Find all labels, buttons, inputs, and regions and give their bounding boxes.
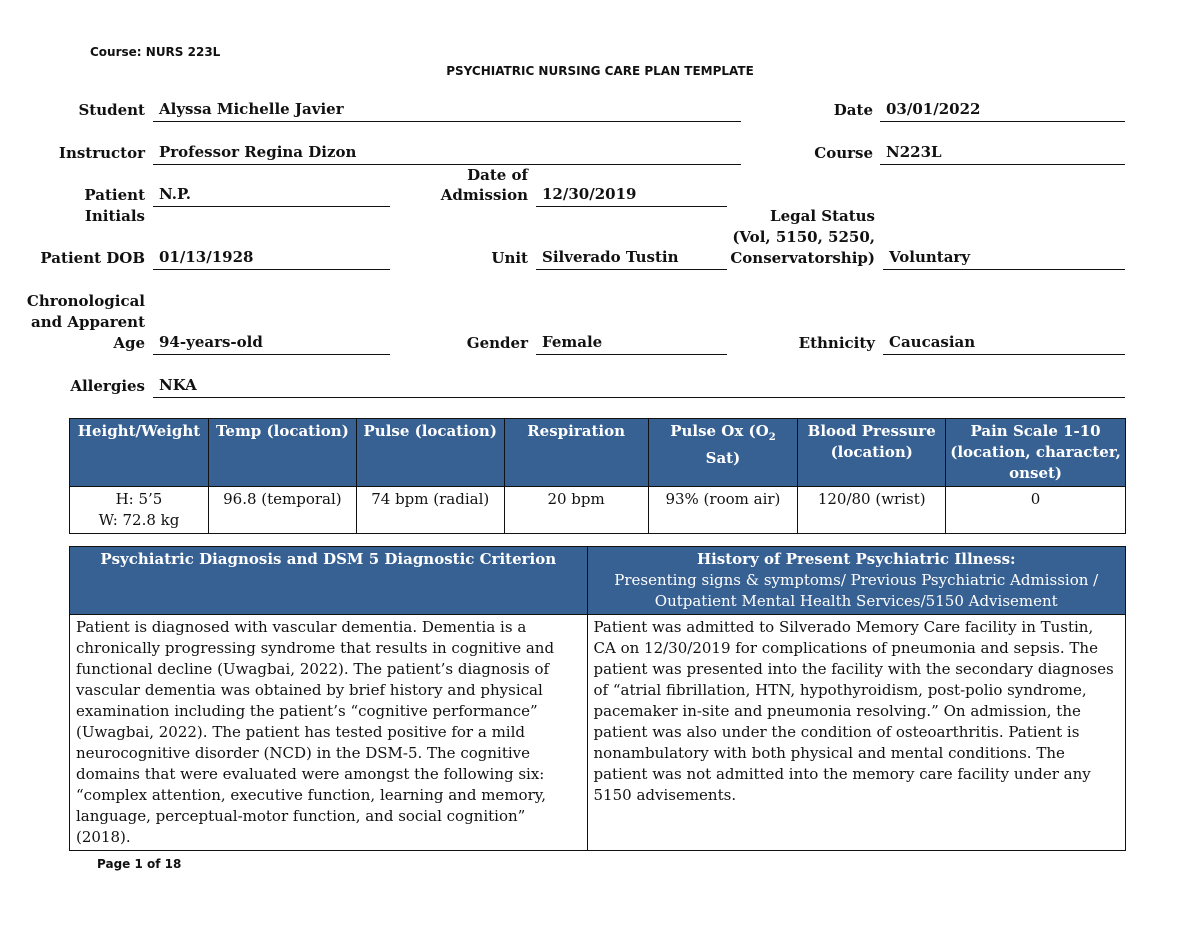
admission-label-line2: Admission (440, 186, 528, 204)
course-line: Course: NURS 223L (90, 45, 221, 59)
history-header-subtitle: Presenting signs & symptoms/ Previous Psychiatric Admission / Outpatient Mental Health Services/5150 Advisement (614, 571, 1099, 610)
date-field[interactable]: 03/01/2022 (880, 100, 1125, 122)
psych-header-row (70, 547, 1126, 615)
psych-content-row (70, 615, 1126, 851)
unit-field[interactable]: Silverado Tustin (536, 248, 727, 270)
dob-field[interactable]: 01/13/1928 (153, 248, 390, 270)
legal-status-label-line1: Legal Status (770, 207, 875, 225)
date-label: Date (833, 101, 873, 119)
student-field[interactable]: Alyssa Michelle Javier (153, 100, 741, 122)
page-title: PSYCHIATRIC NURSING CARE PLAN TEMPLATE (446, 64, 754, 78)
patient-initials-label: Patient Initials (84, 186, 145, 225)
pulse-header: Pulse (location) (356, 419, 504, 487)
respiration-header: Respiration (504, 419, 648, 487)
allergies-field[interactable]: NKA (153, 376, 1125, 398)
patient-initials-field[interactable]: N.P. (153, 185, 390, 207)
history-header-title: History of Present Psychiatric Illness: (696, 550, 1016, 568)
psych-table (69, 546, 1126, 851)
student-label: Student (78, 101, 145, 119)
page-number: Page 1 of 18 (97, 857, 182, 871)
legal-status-label-line2: (Vol, 5150, 5250, (732, 228, 875, 246)
instructor-label: Instructor (58, 144, 145, 162)
gender-field[interactable]: Female (536, 333, 727, 355)
legal-status-label-line3: Conservatorship) (730, 249, 875, 267)
admission-label-line1: Date of (467, 166, 528, 184)
age-label-line3: Age (113, 334, 145, 352)
age-field[interactable]: 94-years-old (153, 333, 390, 355)
pulse-ox-header-text: Pulse Ox (O (670, 422, 769, 440)
vitals-table (69, 418, 1126, 534)
unit-label: Unit (491, 249, 528, 267)
history-header (587, 547, 1126, 615)
pain-scale-header: Pain Scale 1-10 (location, character, onset) (946, 419, 1126, 487)
vitals-value-row (70, 487, 1126, 534)
pulse-ox-header-subscript: 2 (768, 432, 776, 443)
pulse-ox-header (648, 419, 798, 487)
diagnosis-text: Patient is diagnosed with vascular dementia. Dementia is a chronically progressing syndrome that results in cognitive and functional decline (Uwagbai, 2022). The patient’s diagnosis of vascular dementia was obtained by brief history and physical examination including the patient’s “cognitive performance” (Uwagbai, 2022). The patient has tested positive for a mild neurocognitive disorder (NCD) in the DSM-5. The cognitive domains that were evaluated were amongst the following six: “complex attention, executive function, learning and memory, language, perceptual-motor function, and social cognition” (2018). (70, 615, 588, 851)
height-value: H: 5’5 (115, 490, 163, 508)
instructor-field[interactable]: Professor Regina Dizon (153, 143, 741, 165)
age-label-line2: and Apparent (31, 313, 145, 331)
pulse-ox-cell: 93% (room air) (648, 487, 798, 534)
vitals-header-row (70, 419, 1126, 487)
pulse-cell: 74 bpm (radial) (356, 487, 504, 534)
height-weight-cell (70, 487, 209, 534)
height-weight-header: Height/Weight (70, 419, 209, 487)
pain-scale-cell: 0 (946, 487, 1126, 534)
weight-value: W: 72.8 kg (98, 511, 180, 529)
gender-label: Gender (466, 334, 528, 352)
course-label: Course (814, 144, 873, 162)
diagnosis-header: Psychiatric Diagnosis and DSM 5 Diagnostic Criterion (70, 547, 588, 615)
allergies-label: Allergies (70, 377, 145, 395)
dob-label: Patient DOB (40, 249, 145, 267)
admission-field[interactable]: 12/30/2019 (536, 185, 727, 207)
temp-cell: 96.8 (temporal) (208, 487, 356, 534)
history-text: Patient was admitted to Silverado Memory Care facility in Tustin, CA on 12/30/2019 for complications of pneumonia and sepsis. The patient was presented into the facility with the secondary diagnoses of “atrial fibrillation, HTN, hypothyroidism, post-polio syndrome, pacemaker in-site and pneumonia resolving.” On admission, the patient was also under the condition of osteoarthritis. Patient is nonambulatory with both physical and mental conditions. The patient was not admitted into the memory care facility under any 5150 advisements. (587, 615, 1126, 851)
blood-pressure-header: Blood Pressure (location) (798, 419, 946, 487)
legal-status-field[interactable]: Voluntary (883, 248, 1125, 270)
age-label-line1: Chronological (26, 292, 145, 310)
blood-pressure-cell: 120/80 (wrist) (798, 487, 946, 534)
course-field[interactable]: N223L (880, 143, 1125, 165)
temp-header: Temp (location) (208, 419, 356, 487)
ethnicity-field[interactable]: Caucasian (883, 333, 1125, 355)
pulse-ox-header-tail: Sat) (705, 449, 741, 467)
ethnicity-label: Ethnicity (798, 334, 875, 352)
respiration-cell: 20 bpm (504, 487, 648, 534)
